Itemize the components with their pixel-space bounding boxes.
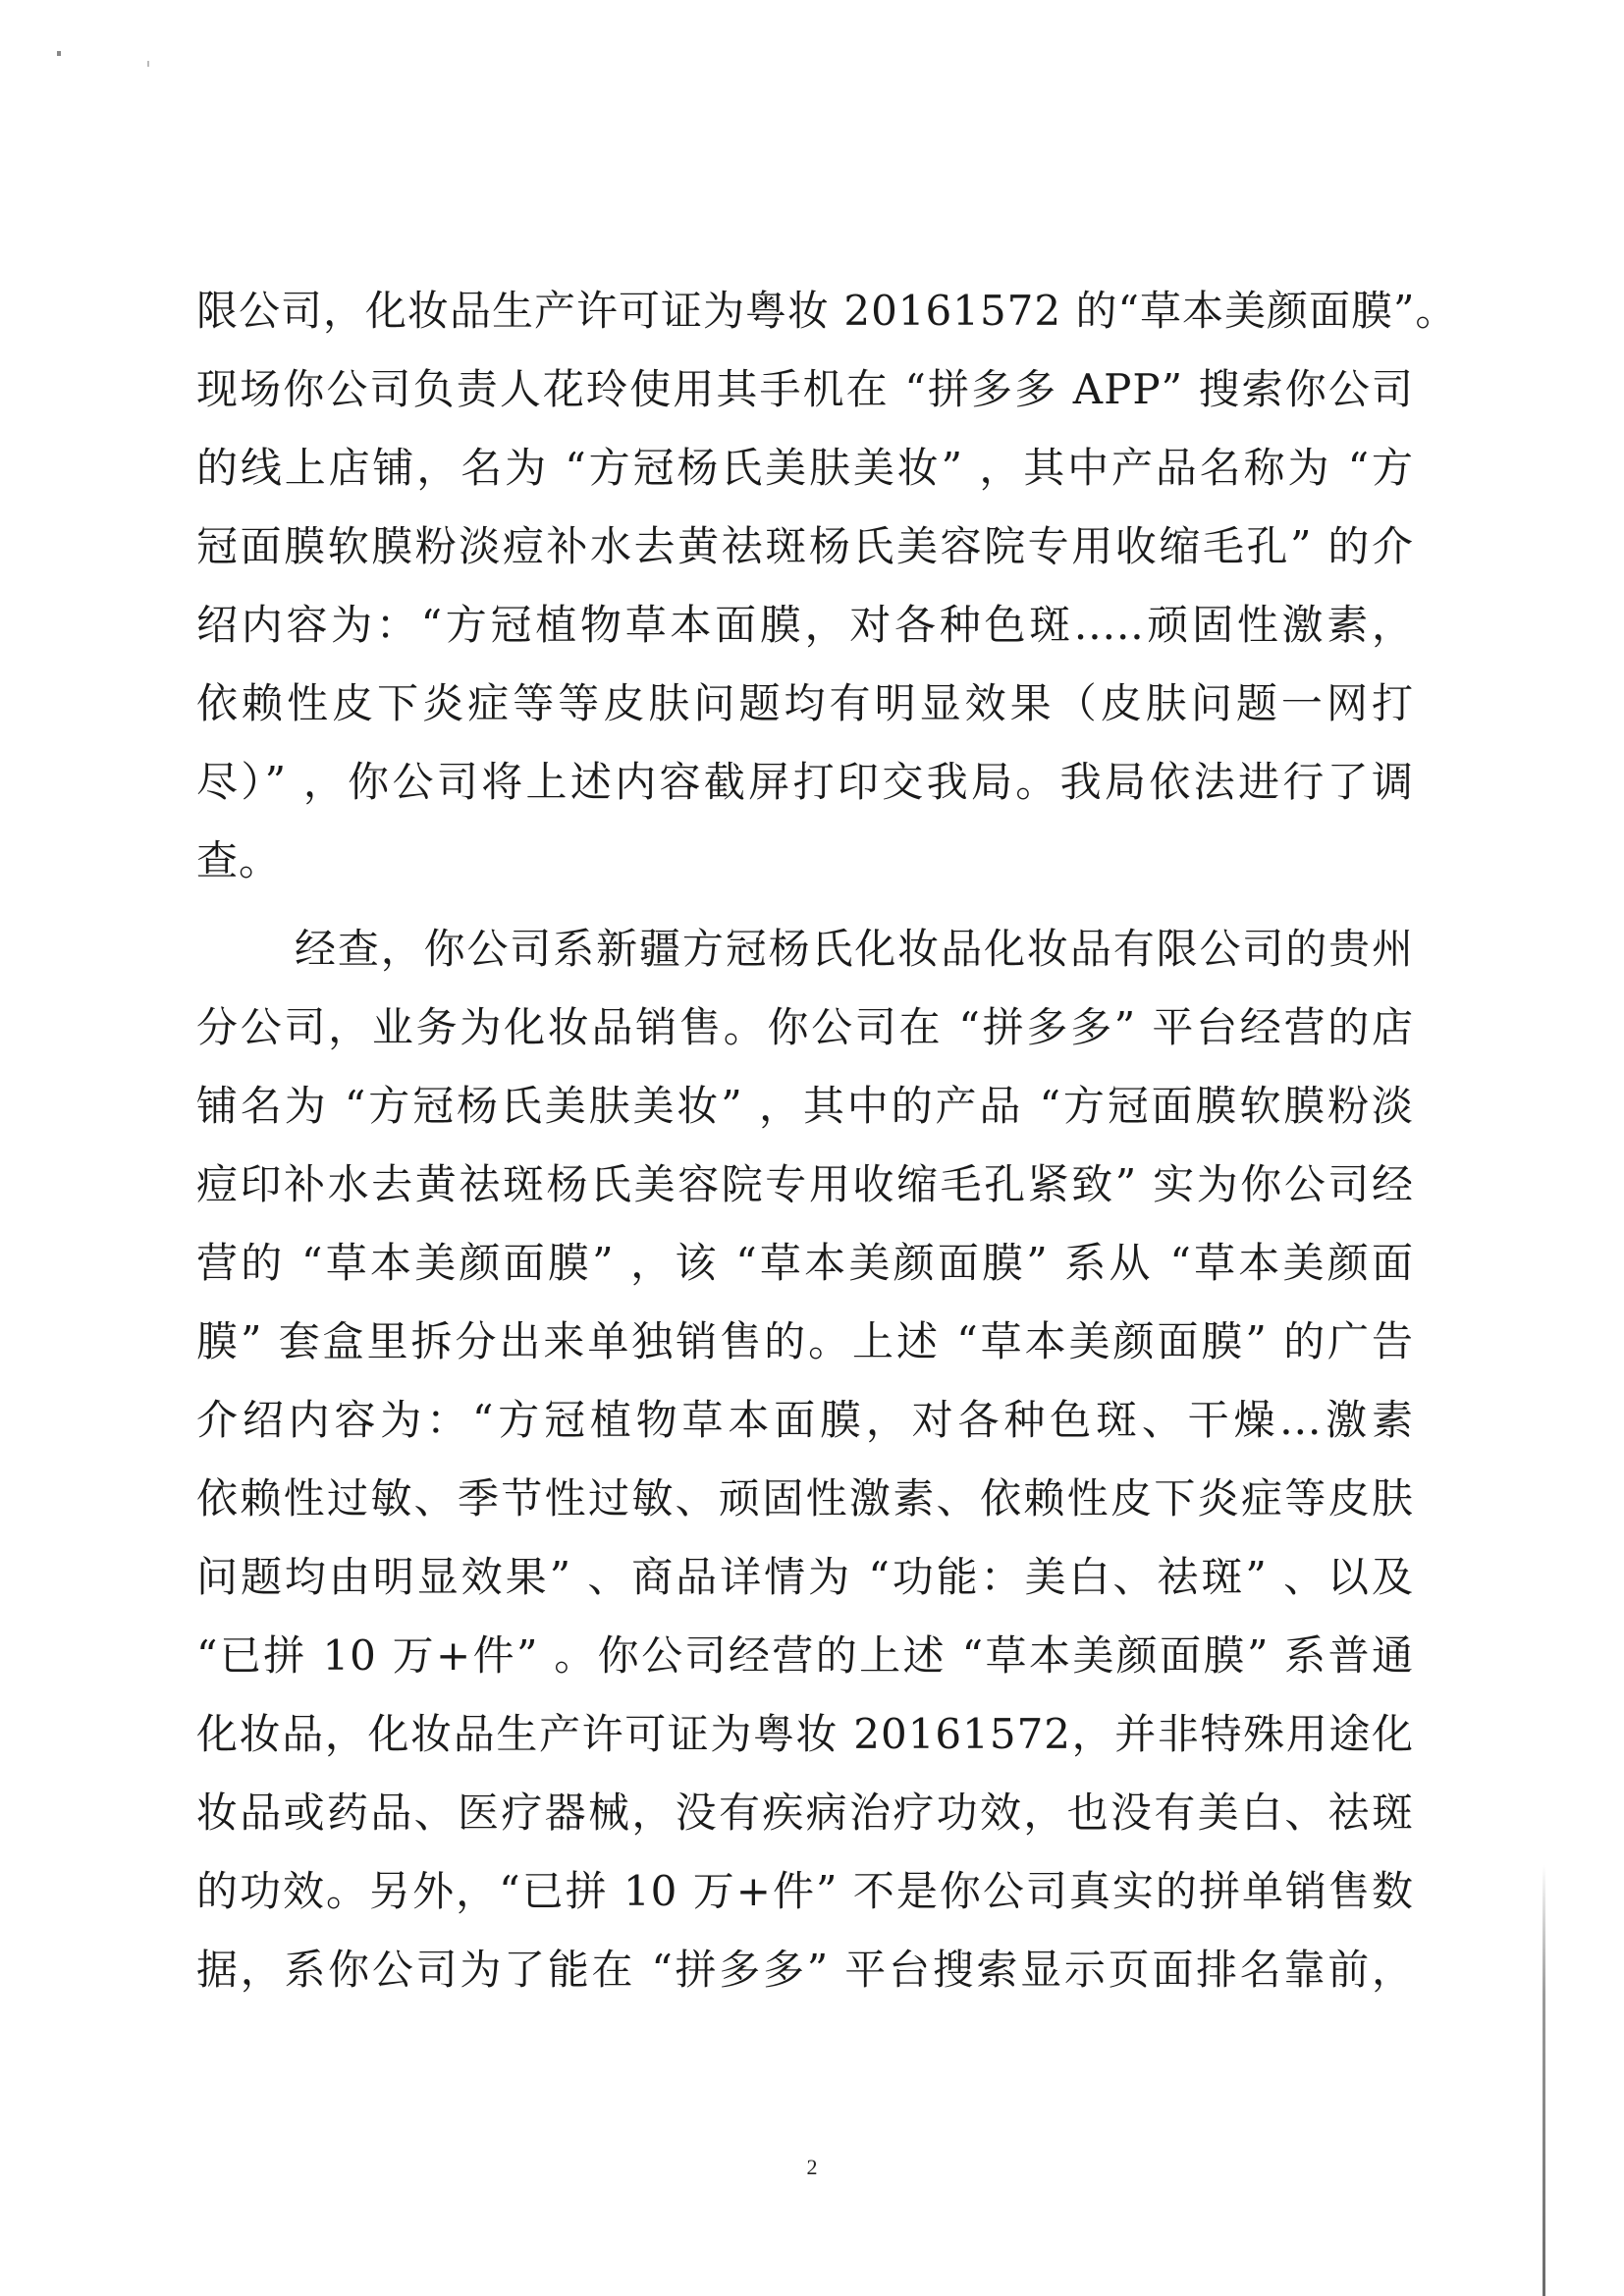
text-line: “已拼 10 万+件” 。你公司经营的上述 “草本美颜面膜” 系普通	[196, 1631, 1414, 1680]
text-line: 营的 “草本美颜面膜” ，该 “草本美颜面膜” 系从 “草本美颜面	[196, 1239, 1414, 1287]
text-line: 的功效。另外，“已拼 10 万+件” 不是你公司真实的拼单销售数	[196, 1867, 1414, 1915]
text-line: 据，系你公司为了能在 “拼多多” 平台搜索显示页面排名靠前，	[196, 1946, 1414, 1994]
page-number: 2	[806, 2155, 818, 2179]
text-line: 问题均由明显效果” 、商品详情为 “功能：美白、祛斑” 、以及	[196, 1553, 1414, 1601]
text-line: 查。	[196, 836, 282, 884]
text-line: 依赖性皮下炎症等等皮肤问题均有明显效果（皮肤问题一网打	[196, 679, 1414, 727]
text-line: 依赖性过敏、季节性过敏、顽固性激素、依赖性皮下炎症等皮肤	[196, 1474, 1414, 1522]
text-line: 的线上店铺，名为 “方冠杨氏美肤美妆” ，其中产品名称为 “方	[196, 444, 1414, 492]
text-line: 分公司，业务为化妆品销售。你公司在 “拼多多” 平台经营的店	[196, 1003, 1414, 1051]
scan-speck	[57, 51, 61, 56]
text-line: 绍内容为：“方冠植物草本面膜，对各种色斑.....顽固性激素，	[196, 601, 1414, 649]
text-line: 化妆品，化妆品生产许可证为粤妆 20161572，并非特殊用途化	[196, 1710, 1414, 1758]
text-line: 妆品或药品、医疗器械，没有疾病治疗功效，也没有美白、祛斑	[196, 1789, 1414, 1837]
scan-edge-shadow	[1543, 1865, 1545, 2296]
text-line: 限公司，化妆品生产许可证为粤妆 20161572 的“草本美颜面膜”。	[196, 287, 1458, 335]
text-line: 膜” 套盒里拆分出来单独销售的。上述 “草本美颜面膜” 的广告	[196, 1317, 1414, 1365]
paragraph-first-line: 经查，你公司系新疆方冠杨氏化妆品化妆品有限公司的贵州	[295, 925, 1414, 973]
scan-speck	[147, 61, 149, 67]
text-line: 现场你公司负责人花玲使用其手机在 “拼多多 APP” 搜索你公司	[196, 365, 1414, 413]
text-line: 介绍内容为：“方冠植物草本面膜，对各种色斑、干燥...激素	[196, 1396, 1414, 1444]
text-line: 痘印补水去黄祛斑杨氏美容院专用收缩毛孔紧致” 实为你公司经	[196, 1160, 1414, 1208]
text-line: 铺名为 “方冠杨氏美肤美妆” ，其中的产品 “方冠面膜软膜粉淡	[196, 1082, 1414, 1130]
text-line: 尽）” ，你公司将上述内容截屏打印交我局。我局依法进行了调	[196, 758, 1414, 806]
text-line: 冠面膜软膜粉淡痘补水去黄祛斑杨氏美容院专用收缩毛孔” 的介	[196, 522, 1414, 570]
